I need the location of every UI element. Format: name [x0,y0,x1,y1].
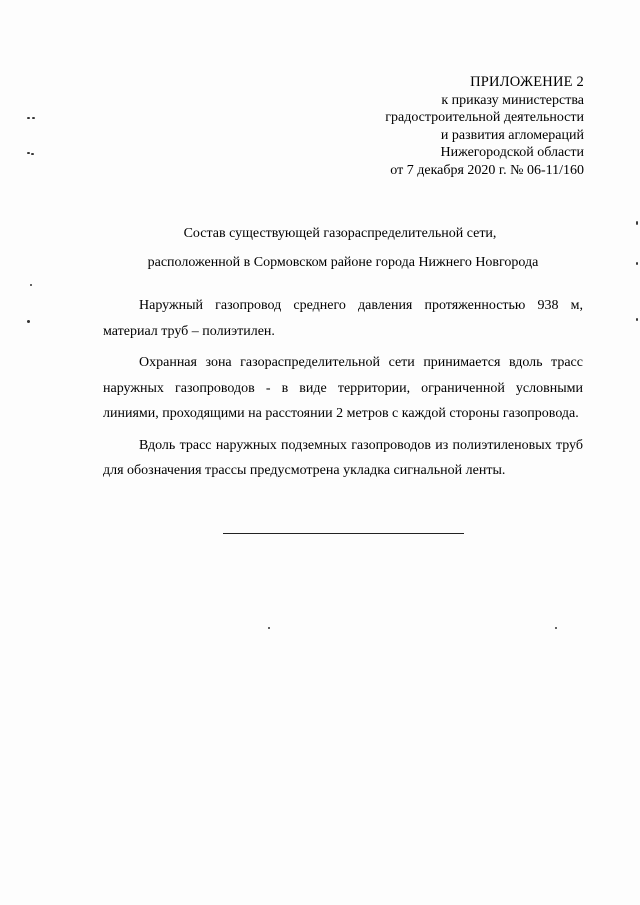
paragraph-protection-zone: Охранная зона газораспределительной сети принимается вдоль трасс наружных газопроводов - в виде территории, ограниченной условными линиями, проходящими на расстоянии 2 метров с каждой стороны газопровода. [103,355,583,421]
scan-speck [27,320,30,323]
scan-speck [636,318,638,321]
appendix-line-region: Нижегородской области [440,145,584,160]
scan-speck [268,627,270,629]
appendix-block [385,74,584,179]
document-title [0,219,640,277]
scan-speck [31,153,34,155]
appendix-label: ПРИЛОЖЕНИЕ 2 [470,74,584,90]
paragraph-signal-tape: Вдоль трасс наружных подземных газопроводов из полиэтиленовых труб для обозначения трассы предусмотрена укладка сигнальной ленты. [103,437,583,478]
document-body [103,293,583,490]
paragraph-pipeline: Наружный газопровод среднего давления протяженностью 938 м, материал труб – полиэтилен. [103,298,583,339]
appendix-line-date: от 7 декабря 2020 г. № 06-11/160 [390,162,584,178]
scan-speck [32,117,35,119]
appendix-line-agglomerations: и развития агломераций [440,127,584,143]
scan-speck [27,152,30,154]
end-divider-line [223,533,464,534]
appendix-line-ministry: градостроительной деятельности [385,110,584,125]
title-line-2: расположенной в Сормовском районе города Нижнего Новгорода [147,255,539,270]
appendix-line-order: к приказу министерства [441,92,584,108]
scan-speck [555,627,557,629]
scan-speck [636,262,638,265]
scan-speck [636,221,638,225]
scan-speck [30,284,32,286]
scan-speck [27,117,30,119]
title-line-1: Состав существующей газораспределительной сети, [183,226,497,241]
